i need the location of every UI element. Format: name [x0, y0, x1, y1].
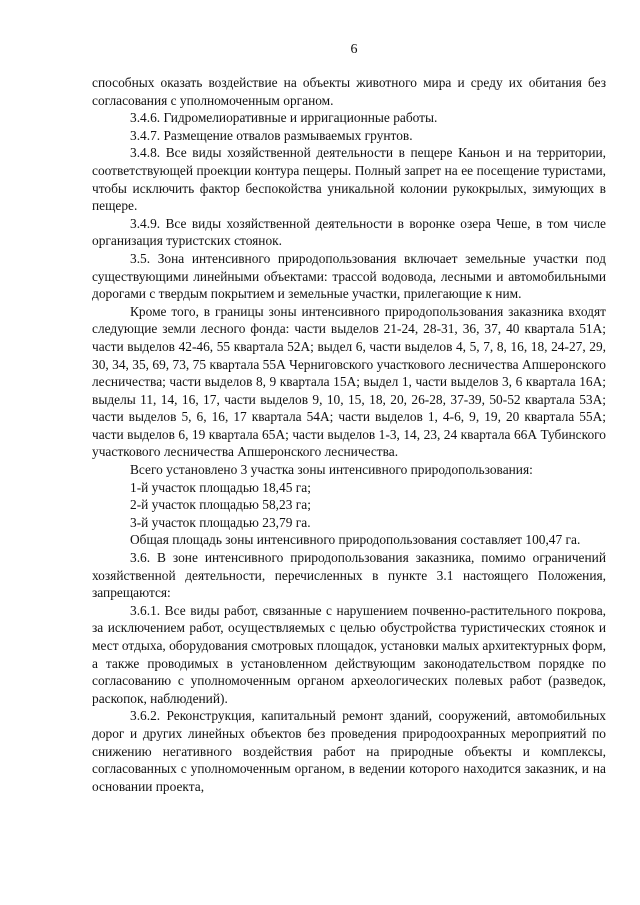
page-number: 6 — [350, 42, 358, 57]
paragraph-forest-lands: Кроме того, в границы зоны интенсивного природопользования заказника входят следующие земли лесного фонда: части выделов 21-24, 28-31, 36, 37, 40 квартала 51А; части выделов 42-46, 55 квартала 52А; выдел 6, части выделов 4, 5, 7, 8, 16, 18, 24-27, 29, 30, 34, 35, 69, 73, 75 квартала 55А Черниговского участкового лесничества Апшеронского лесничества; части выделов 8, 9 квартала 15А; выдел 1, части выделов 3, 6 квартала 16А; выделы 11, 14, 16, 17, части выделов 9, 10, 15, 18, 20, 26-28, 37-39, 50-52 квартала 53А; части выделов 5, 6, 16, 17 квартала 54А; части выделов 1, 4-6, 9, 19, 20 квартала 55А; части выделов 6, 19 квартала 65А; части выделов 1-3, 14, 23, 24 квартала 66А Тубинского участкового лесничества Апшеронского лесничества. — [92, 303, 606, 460]
paragraph-3-6-2: 3.6.2. Реконструкция, капитальный ремонт зданий, сооружений, автомобильных дорог и других линейных объектов без проведения природоохранных мероприятий по снижению негативного воздействия работ на природные объекты и комплексы, согласованных с уполномоченным органом, в ведении которого находится заказник, и на основании проекта, — [92, 708, 606, 794]
paragraph-3-4-8: 3.4.8. Все виды хозяйственной деятельности в пещере Каньон и на территории, соответствующей проекции контура пещеры. Полный запрет на ее посещение туристами, чтобы исключить фактор беспокойства уникальной колонии рукокрылых, зимующих в пещере. — [92, 145, 606, 214]
paragraph-continuation: способных оказать воздействие на объекты животного мира и среду их обитания без согласования с уполномоченным органом. — [92, 75, 606, 108]
paragraph-plot-count: Всего установлено 3 участка зоны интенсивного природопользования: — [130, 462, 533, 478]
paragraph-3-4-7: 3.4.7. Размещение отвалов размываемых грунтов. — [130, 127, 413, 143]
paragraph-3-6-1: 3.6.1. Все виды работ, связанные с нарушением почвенно-растительного покрова, за исключением работ, осуществляемых с целью обустройства туристических стоянок и мест отдыха, оборудования смотровых площадок, установки малых архитектурных форм, а также проводимых в установленном действующим законодательством порядке по согласованию с уполномоченным органом археологических полевых работ (разведок, раскопок, наблюдений). — [92, 602, 606, 706]
paragraph-plot-2: 2-й участок площадью 58,23 га; — [130, 497, 311, 513]
paragraph-3-4-9: 3.4.9. Все виды хозяйственной деятельности в воронке озера Чеше, в том числе организация туристских стоянок. — [92, 215, 606, 249]
paragraph-3-5: 3.5. Зона интенсивного природопользования включает земельные участки под существующими линейными объектами: трассой водовода, лесными и автомобильными дорогами с твердым покрытием и земельные участки, прилегающие к ним. — [92, 250, 606, 302]
paragraph-3-6: 3.6. В зоне интенсивного природопользования заказника, помимо ограничений хозяйственной деятельности, перечисленных в пункте 3.1 настоящего Положения, запрещаются: — [92, 550, 606, 601]
paragraph-plot-1: 1-й участок площадью 18,45 га; — [130, 479, 311, 495]
paragraph-3-4-6: 3.4.6. Гидромелиоративные и ирригационные работы. — [130, 110, 438, 126]
paragraph-plot-3: 3-й участок площадью 23,79 га. — [130, 514, 311, 530]
paragraph-total-area: Общая площадь зоны интенсивного природопользования составляет 100,47 га. — [130, 532, 581, 548]
